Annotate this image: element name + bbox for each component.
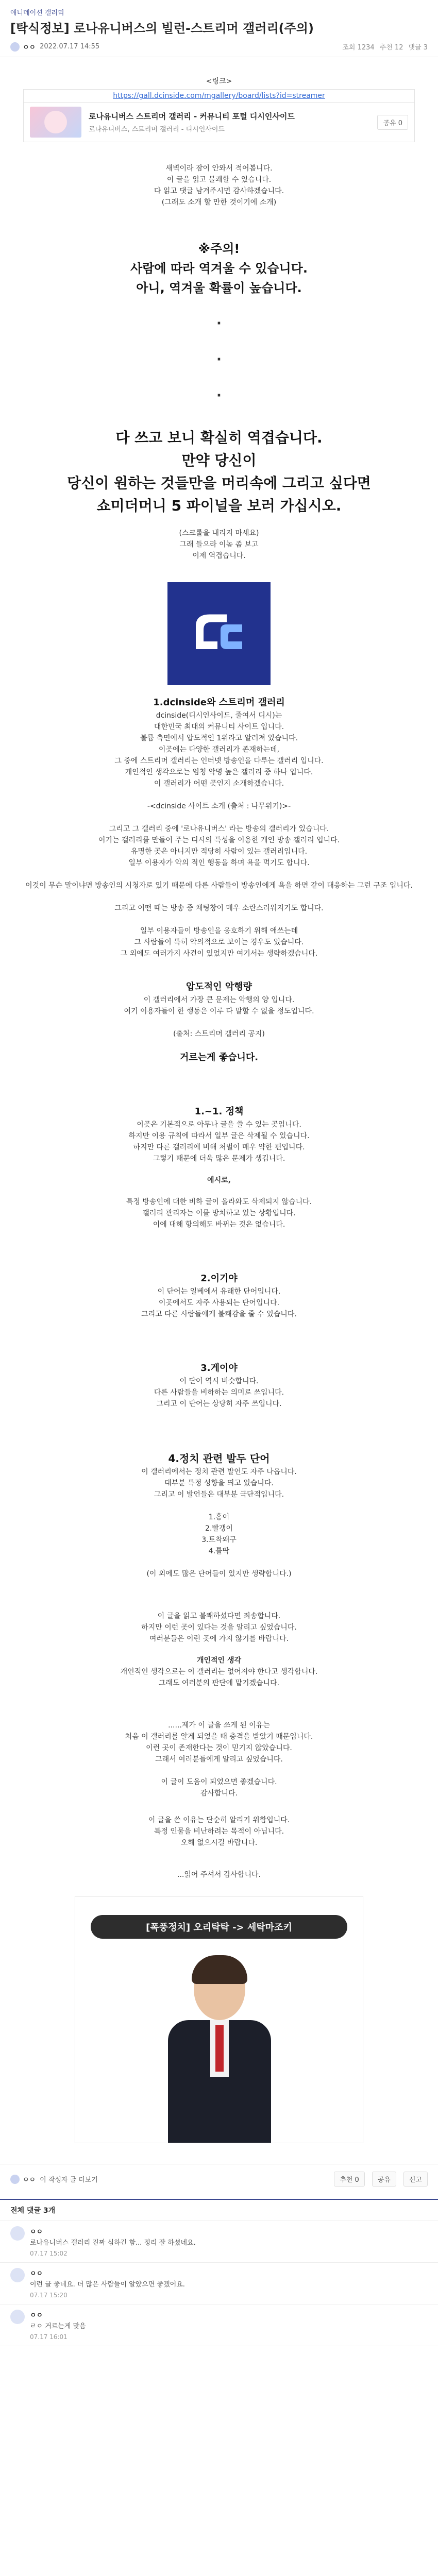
section-mid bbox=[0, 980, 438, 1063]
section-3 bbox=[0, 1272, 438, 1320]
section-5-line: 1.홍어 bbox=[208, 1513, 230, 1522]
author-name[interactable]: ㅇㅇ bbox=[23, 44, 36, 52]
section-1-line: -<dcinside 사이트 소개 (출처 : 나무위키)>- bbox=[147, 802, 291, 811]
section-1-line: 일부 이용자들이 방송인을 옹호하기 위해 애쓰는데 bbox=[140, 927, 298, 936]
section-4-line: 그리고 이 단어는 상당히 자주 쓰입니다. bbox=[156, 1400, 282, 1409]
warning-title: ※주의! bbox=[198, 242, 240, 257]
section-2-line: 이곳은 기본적으로 아무나 글을 쓸 수 있는 곳입니다. bbox=[137, 1121, 301, 1129]
section-7-line: 이 글을 쓴 이유는 단순히 알리기 위함입니다. bbox=[148, 1816, 290, 1825]
warning-line: 사람에 따라 역겨울 수 있습니다. bbox=[130, 261, 308, 276]
link-preview[interactable] bbox=[23, 102, 415, 142]
dcinside-logo bbox=[167, 582, 271, 685]
section-7-line: 특정 인물을 비난하려는 목적이 아닙니다. bbox=[154, 1827, 284, 1836]
bottom-spacer bbox=[0, 2346, 438, 2367]
section-6-line: 이 글을 읽고 불쾌하셨다면 죄송합니다. bbox=[157, 1612, 281, 1621]
section-mid-conclusion: 거르는게 좋습니다. bbox=[179, 1052, 259, 1063]
section-mid-line bbox=[0, 1017, 438, 1028]
recommend-button[interactable]: 추천 0 bbox=[334, 2172, 365, 2187]
intro-line: 이 글을 읽고 불쾌할 수 있습니다. bbox=[166, 176, 272, 184]
section-4 bbox=[0, 1361, 438, 1410]
intro-line: (그래도 소개 할 만한 것이기에 소개) bbox=[161, 198, 277, 207]
section-1-line bbox=[0, 891, 438, 903]
preview-text bbox=[89, 111, 372, 133]
section-5-line: 3.토착왜구 bbox=[201, 1536, 237, 1545]
warning-after-line: 그래 들으라 이놈 좀 보고 bbox=[179, 540, 259, 549]
recommend-count: 추천 12 bbox=[379, 44, 403, 52]
comment-body bbox=[30, 2268, 428, 2299]
person-hair bbox=[192, 1955, 247, 1984]
section-3-line: 그리고 다른 사람들에게 불쾌감을 줄 수 있습니다. bbox=[141, 1310, 297, 1319]
post-content bbox=[0, 163, 438, 2143]
section-1-line: 그 외에도 여러가지 사건이 있었지만 여기서는 생략하겠습니다. bbox=[120, 950, 318, 958]
comment-avatar bbox=[10, 2310, 25, 2324]
person-tie bbox=[215, 2025, 224, 2072]
section-1-line: 이것이 무슨 말이냐면 방송인의 시청자로 있기 때문에 다른 사람들이 방송인에게 욕을 하면 같이 대응하는 그런 구조 입니다. bbox=[25, 882, 413, 890]
post-stats bbox=[342, 42, 428, 52]
section-2-line: 하지만 이용 규칙에 따라서 일부 글은 삭제될 수 있습니다. bbox=[128, 1132, 310, 1141]
section-1-line: 일부 이용자가 악의 적인 행동을 하며 욕을 먹기도 합니다. bbox=[128, 859, 310, 868]
section-2 bbox=[0, 1105, 438, 1230]
comment-avatar bbox=[10, 2226, 25, 2241]
section-2-line: 이에 대해 항의해도 바뀌는 것은 없습니다. bbox=[153, 1221, 285, 1229]
post-footer bbox=[0, 2164, 438, 2194]
comment-body bbox=[30, 2226, 428, 2257]
post-image bbox=[75, 1896, 363, 2143]
comment-body bbox=[30, 2310, 428, 2341]
link-box bbox=[23, 76, 415, 142]
comment-time: 07.17 15:02 bbox=[30, 2250, 68, 2258]
warning-dot: · bbox=[216, 316, 222, 332]
post-date: 2022.07.17 14:55 bbox=[40, 43, 100, 51]
section-6 bbox=[0, 1611, 438, 1689]
section-7-line bbox=[0, 1765, 438, 1776]
warning-line: 당신이 원하는 것들만을 머리속에 그리고 싶다면 bbox=[67, 474, 371, 492]
section-6-line: 그래도 여러분의 판단에 맡기겠습니다. bbox=[158, 1679, 280, 1688]
section-7-line: 이런 곳이 존재한다는 것이 믿기지 않았습니다. bbox=[146, 1744, 292, 1753]
preview-share-button[interactable]: 공유 0 bbox=[377, 115, 408, 130]
section-1-line: 그리고 그 갤러리 중에 '로나유니버스' 라는 방송의 갤러리가 있습니다. bbox=[109, 825, 329, 834]
more-posts-link[interactable]: 이 작성자 글 더보기 bbox=[40, 2176, 98, 2184]
section-1-line: 유명한 곳은 아니지만 적당히 사람이 있는 갤러리입니다. bbox=[130, 848, 308, 856]
report-button[interactable]: 신고 bbox=[403, 2172, 428, 2187]
section-mid-title: 압도적인 악행량 bbox=[186, 981, 252, 993]
preview-thumbnail bbox=[30, 107, 81, 138]
section-4-line: 이 단어 역시 비슷합니다. bbox=[179, 1377, 259, 1386]
warning-line: 쇼미더머니 5 파이널을 보러 가십시오. bbox=[96, 497, 342, 515]
section-1-line: 이 갤러리가 어떤 곳인지 소개하겠습니다. bbox=[154, 779, 284, 788]
post-meta bbox=[10, 42, 428, 52]
section-1-line: 그 중에 스트리머 갤러리는 인터넷 방송인을 다루는 갤러리 입니다. bbox=[114, 757, 324, 766]
section-1-line: dcinside(디시인사이드, 줄여서 디시)는 bbox=[156, 711, 282, 720]
comment-author[interactable]: ㅇㅇ bbox=[30, 2228, 43, 2236]
section-7-line: 이 글이 도움이 되었으면 좋겠습니다. bbox=[161, 1778, 277, 1787]
section-2-line: 하지만 다른 갤러리에 비해 처벌이 매우 약한 편입니다. bbox=[133, 1143, 305, 1152]
section-2-title: 1.~1. 정책 bbox=[194, 1106, 244, 1117]
section-1-line: 그리고 어떤 때는 방송 중 채팅창이 매우 소란스러워지기도 합니다. bbox=[114, 904, 324, 913]
comment-author[interactable]: ㅇㅇ bbox=[30, 2312, 43, 2320]
section-3-title: 2.이기야 bbox=[200, 1273, 238, 1284]
section-1-line: 그 사람들이 특히 악의적으로 보이는 경우도 있습니다. bbox=[134, 938, 304, 947]
section-5 bbox=[0, 1451, 438, 1580]
section-7-line: 처음 이 갤러리를 알게 되었을 때 충격을 받았기 때문입니다. bbox=[125, 1733, 313, 1741]
section-3-line: 이곳에서도 자주 사용되는 단어입니다. bbox=[158, 1299, 280, 1308]
section-5-line: 대부분 특정 성향을 띄고 있습니다. bbox=[164, 1479, 274, 1488]
section-2-line: 갤러리 관리자는 이를 방치하고 있는 상황입니다. bbox=[142, 1209, 296, 1218]
warning-after-line: 이제 역겹습니다. bbox=[192, 552, 246, 561]
comment-item bbox=[0, 2304, 438, 2346]
section-1-line: 볼륨 측면에서 압도적인 1위라고 알려져 있습니다. bbox=[140, 734, 298, 743]
section-5-line: 4.틀딱 bbox=[208, 1547, 230, 1556]
section-5-title: 4.정치 관련 발두 단어 bbox=[168, 1452, 270, 1465]
comment-time: 07.17 16:01 bbox=[30, 2333, 68, 2341]
preview-title: 로나유니버스 스트리머 갤러리 - 커뮤니티 포털 디시인사이드 bbox=[89, 112, 295, 122]
comment-count[interactable]: 댓글 3 bbox=[408, 44, 428, 52]
section-5-line: 2.빨갱이 bbox=[205, 1524, 233, 1533]
warning-line: 다 쓰고 보니 확실히 역겹습니다. bbox=[115, 429, 323, 447]
comment-item bbox=[0, 2263, 438, 2304]
footer-actions bbox=[334, 2172, 428, 2187]
comments-section bbox=[0, 2199, 438, 2346]
section-7-line: 오해 없으시길 바랍니다. bbox=[180, 1839, 258, 1848]
warning-line: 만약 당신이 bbox=[181, 452, 257, 469]
section-2-label: 예시로, bbox=[207, 1176, 231, 1185]
section-1-title: 1.dcinside와 스트리머 갤러리 bbox=[153, 697, 285, 708]
dcinside-logo-icon bbox=[180, 595, 258, 672]
image-banner: [폭풍정치] 오리탁탁 -> 세탁마조키 bbox=[91, 1915, 347, 1939]
section-7-closing: ...읽어 주셔서 감사합니다. bbox=[177, 1871, 261, 1879]
section-1-line: 여기는 갤러리를 만들어 주는 디시의 특성을 이용한 개인 방송 갤러리 입니다. bbox=[98, 836, 340, 845]
section-5-line: 그리고 이 발언들은 대부분 극단적입니다. bbox=[154, 1490, 284, 1499]
section-2-line: 특정 방송인에 대한 비하 글이 올라와도 삭제되지 않습니다. bbox=[126, 1198, 312, 1207]
intro-line: 새벽이라 잠이 안와서 적어봅니다. bbox=[165, 164, 273, 173]
section-2-line: 그렇기 때문에 더욱 많은 문제가 생깁니다. bbox=[153, 1155, 285, 1163]
post-header bbox=[0, 0, 438, 57]
section-6-line: 개인적인 생각으로는 이 갤러리는 없어져야 한다고 생각합니다. bbox=[120, 1668, 318, 1676]
section-mid-line: (출처: 스트리머 갤러리 공지) bbox=[173, 1030, 265, 1039]
comment-text: 로나유니버스 갤러리 진짜 심하긴 함... 정리 잘 하셨네요. bbox=[30, 2239, 196, 2247]
footer-author[interactable]: ㅇㅇ bbox=[23, 2176, 36, 2184]
section-5-line bbox=[0, 1557, 438, 1568]
preview-subtitle: 로나유니버스, 스트리머 갤러리 - 디시인사이드 bbox=[89, 126, 225, 134]
intro-line: 다 읽고 댓글 남겨주시면 감사하겠습니다. bbox=[154, 187, 284, 196]
comment-time: 07.17 15:20 bbox=[30, 2292, 68, 2299]
comment-text: ㄹㅇ 거르는게 맞음 bbox=[30, 2323, 86, 2331]
warning-dot: · bbox=[216, 352, 222, 368]
footer-avatar bbox=[10, 2175, 20, 2184]
author-avatar bbox=[10, 42, 20, 52]
section-6-line: 여러분들은 이런 곳에 가지 않기를 바랍니다. bbox=[149, 1635, 289, 1643]
section-1 bbox=[0, 696, 438, 959]
warning-after bbox=[0, 528, 438, 562]
warning-dot: · bbox=[216, 388, 222, 404]
section-1-line bbox=[0, 914, 438, 925]
view-count: 조회 1234 bbox=[342, 44, 375, 52]
section-1-line bbox=[0, 789, 438, 801]
warning-line: 아니, 역겨울 확률이 높습니다. bbox=[136, 281, 302, 296]
section-5-line bbox=[0, 1500, 438, 1512]
section-6-line: 하지만 이런 곳이 있다는 것을 알리고 싶었습니다. bbox=[141, 1623, 297, 1632]
comment-author[interactable]: ㅇㅇ bbox=[30, 2270, 43, 2278]
comment-item bbox=[0, 2221, 438, 2263]
link-url[interactable]: https://gall.dcinside.com/mgallery/board/lists?id=streamer bbox=[23, 89, 415, 102]
section-7-line: 그래서 여러분들에게 알리고 싶었습니다. bbox=[155, 1755, 283, 1764]
section-6-emph: 개인적인 생각 bbox=[196, 1656, 242, 1665]
section-7-line: ......제가 이 글을 쓰게 된 이유는 bbox=[168, 1721, 270, 1730]
comment-text: 이런 글 좋네요. 더 많은 사람들이 알았으면 좋겠어요. bbox=[30, 2281, 185, 2289]
board-tag[interactable]: 애니메이션 갤러리 bbox=[10, 9, 64, 17]
section-mid-line: 이 갤러리에서 가장 큰 문제는 악행의 양 입니다. bbox=[143, 996, 295, 1005]
warning-block bbox=[0, 239, 438, 562]
section-mid-line: 여기 이용자들이 한 행동은 이루 다 말할 수 없을 정도입니다. bbox=[124, 1007, 314, 1016]
section-5-line: 이 갤러리에서는 정치 관련 발언도 자주 나옵니다. bbox=[141, 1468, 297, 1477]
link-label: <링크> bbox=[206, 77, 232, 86]
comments-title: 전체 댓글 3개 bbox=[0, 2200, 438, 2221]
section-5-line: (이 외에도 많은 단어들이 있지만 생략합니다.) bbox=[146, 1570, 292, 1579]
section-7-line: 감사합니다. bbox=[200, 1789, 238, 1798]
section-1-line bbox=[0, 812, 438, 823]
section-1-line: 개인적인 생각으로는 엄청 악명 높은 갤러리 중 하나 입니다. bbox=[125, 768, 313, 777]
section-4-title: 3.게이야 bbox=[200, 1363, 238, 1374]
image-person bbox=[163, 1953, 276, 2143]
section-3-line: 이 단어는 일베에서 유래한 단어입니다. bbox=[157, 1287, 281, 1296]
section-4-line: 다른 사람들을 비하하는 의미로 쓰입니다. bbox=[154, 1388, 284, 1397]
post-title: [탁식정보] 로나유니버스의 빌런-스트리머 갤러리(주의) bbox=[10, 21, 314, 36]
warning-after-line: (스크롤을 내리지 마세요) bbox=[179, 529, 259, 538]
section-1-line: 대한민국 최대의 커뮤니티 사이트 입니다. bbox=[154, 723, 284, 732]
comment-avatar bbox=[10, 2268, 25, 2282]
section-1-line: 이곳에는 다양한 갤러리가 존재하는데, bbox=[158, 745, 280, 754]
section-1-line bbox=[0, 869, 438, 880]
intro-block bbox=[0, 163, 438, 208]
section-7 bbox=[0, 1720, 438, 1880]
share-button[interactable]: 공유 bbox=[372, 2172, 396, 2187]
